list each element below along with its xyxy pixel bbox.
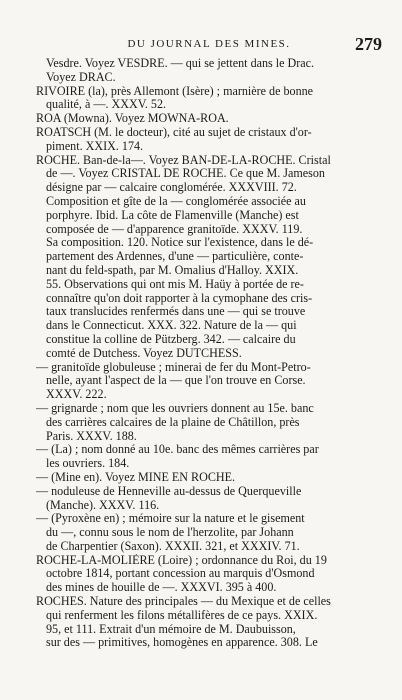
text-line: — noduleuse de Henneville au-dessus de Querqueville xyxy=(36,484,302,498)
text-line: — grignarde ; nom que les ouvriers donnent au 15e. banc xyxy=(36,401,314,415)
text-line: ROA (Mowna). Voyez MOWNA-ROA. xyxy=(36,112,229,126)
text-line: qualité, à —. XXXV. 52. xyxy=(46,98,167,112)
text-line: Composition et gîte de la — conglomérée associée au xyxy=(46,194,306,208)
text-line: connaître qu'on doit rapporter à la cymophane des cris- xyxy=(46,291,313,305)
text-line: comté de Dutchess. Voyez DUTCHESS. xyxy=(46,346,242,360)
text-line: — (Mine en). Voyez MINE EN ROCHE. xyxy=(36,470,236,484)
text-line: porphyre. Ibid. La côte de Flamenville (Manche) est xyxy=(46,208,299,222)
text-line: nelle, ayant l'aspect de la — que l'on trouve en Corse. xyxy=(46,374,306,388)
text-line: Voyez DRAC. xyxy=(46,70,116,84)
text-line: ROCHE. Ban-de-la—. Voyez BAN-DE-LA-ROCHE. Cristal xyxy=(36,153,331,167)
text-line: 95, et 111. Extrait d'un mémoire de M. Daubuisson, xyxy=(46,622,296,636)
text-line: nant du feld-spath, par M. Omalius d'Halloy. XXIX. xyxy=(46,263,299,277)
page-number: 279 xyxy=(355,34,382,54)
text-line: XXXV. 222. xyxy=(46,388,107,402)
text-line: octobre 1814, portant concession au marquis d'Osmond xyxy=(46,567,315,581)
text-line: des carrières calcaires de la plaine de Châtillon, près xyxy=(46,415,300,429)
text-line: (Manche). XXXV. 116. xyxy=(46,498,160,512)
text-line: Paris. XXXV. 188. xyxy=(46,429,137,443)
text-line: sur des — primitives, homogènes en apparence. 308. Le xyxy=(46,636,318,650)
index-text xyxy=(36,57,384,650)
text-line: 55. Observations qui ont mis M. Haüy à portée de re- xyxy=(46,277,304,291)
text-line: de —. Voyez CRISTAL DE ROCHE. Ce que M. Jameson xyxy=(46,167,325,181)
text-line: ROCHE-LA-MOLIÈRE (Loire) ; ordonnance du Roi, du 19 xyxy=(36,553,327,567)
text-line: partement des Ardennes, d'une — particulière, conte- xyxy=(46,250,304,264)
text-line: ROCHES. Nature des principales — du Mexique et de celles xyxy=(36,595,331,609)
text-line: de Charpentier (Saxon). XXXII. 321, et XXXIV. 71. xyxy=(46,539,300,553)
text-line: dans le Connecticut. XXX. 322. Nature de la — qui xyxy=(46,319,297,333)
text-line: taux translucides renfermés dans une — qui se trouve xyxy=(46,305,306,319)
text-line: composée de — d'apparence granitoïde. XXXV. 119. xyxy=(46,222,303,236)
text-line: RIVOIRE (la), près Allemont (Isère) ; marnière de bonne xyxy=(36,84,314,98)
running-head xyxy=(36,34,382,54)
text-line: — (Pyroxène en) ; mémoire sur la nature et le gisement xyxy=(36,512,305,526)
text-line: — granitoïde globuleuse ; minerai de fer du Mont-Petro- xyxy=(36,360,311,374)
text-line: constitue la colline de Pützberg. 342. — calcaire du xyxy=(46,332,296,346)
text-line: ROATSCH (M. le docteur), cité au sujet de cristaux d'or- xyxy=(36,125,312,139)
text-line: des mines de houille de —. XXXVI. 395 à 400. xyxy=(46,581,277,595)
text-line: désigne par — calcaire conglomérée. XXXVIII. 72. xyxy=(46,181,297,195)
text-line: qui renferment les filons métallifères de ce pays. XXIX. xyxy=(46,608,318,622)
text-line: piment. XXIX. 174. xyxy=(46,139,144,153)
text-line: Sa composition. 120. Notice sur l'existence, dans le dé- xyxy=(46,236,314,250)
text-line: les ouvriers. 184. xyxy=(46,457,130,471)
text-line: — (La) ; nom donné au 10e. banc des mêmes carrières par xyxy=(36,443,319,457)
running-title: DU JOURNAL DES MINES. xyxy=(127,38,291,50)
text-line: Vesdre. Voyez VESDRE. — qui se jettent dans le Drac. xyxy=(46,57,315,70)
text-line: du —, connu sous le nom de l'herzolite, par Johann xyxy=(46,526,294,540)
